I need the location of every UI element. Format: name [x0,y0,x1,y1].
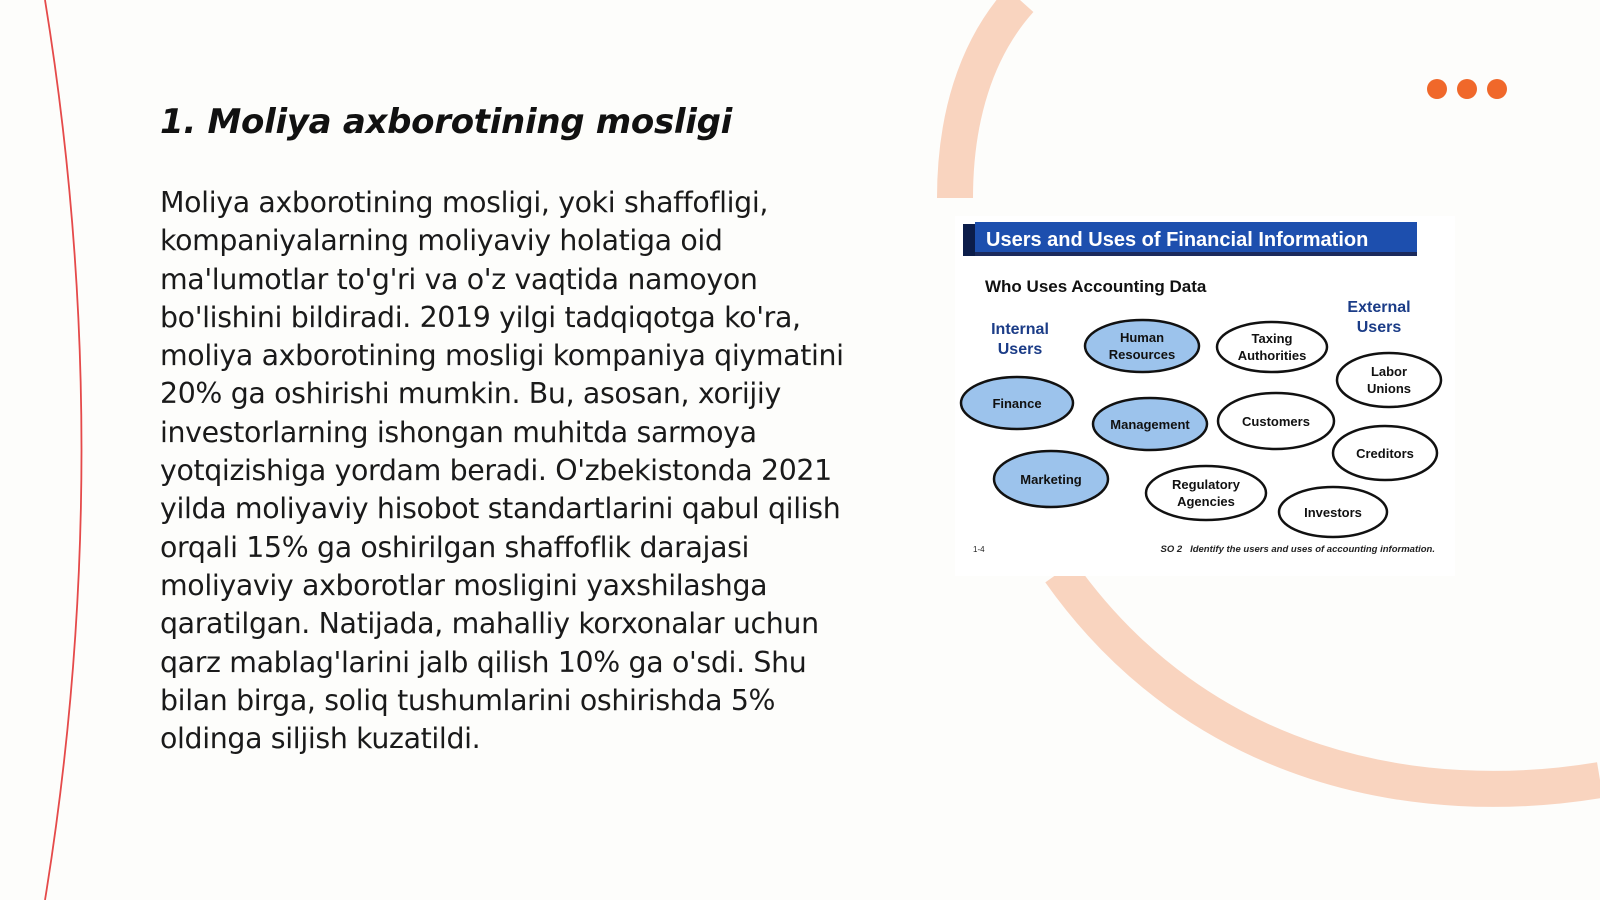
node-marketing [994,451,1108,507]
external-users-label-1: External [1347,299,1411,316]
node-labor-unions-line2: Unions [1366,381,1412,396]
node-regulatory-agencies-line1: Regulatory [1172,477,1240,492]
node-management-label: Management [1110,417,1190,432]
node-customers [1218,393,1334,449]
figure-page-number: 1-4 [973,545,985,554]
node-creditors [1333,426,1437,480]
node-marketing-label: Marketing [1020,472,1082,487]
node-creditors-label: Creditors [1356,446,1414,461]
node-regulatory-agencies [1146,466,1266,520]
orange-arc-top [955,0,1020,198]
node-investors [1279,487,1387,537]
node-labor-unions-line1: Labor [1370,364,1408,379]
internal-users-label-2: Users [997,341,1043,358]
node-taxing-authorities-line1: Taxing [1251,331,1293,346]
node-taxing-authorities [1217,322,1327,372]
dot-3 [1487,79,1507,99]
users-of-financial-info-figure [955,216,1455,576]
figure-heading: Who Uses Accounting Data [985,277,1207,296]
internal-users-label-1: Internal [991,321,1049,338]
node-investors-label: Investors [1304,505,1362,520]
node-finance [961,377,1073,429]
slide-body-text: Moliya axborotining mosligi, yoki shaffofligi, kompaniyalarning moliyaviy holatiga oid ma'lumotlar to'g'ri va o'z vaqtida namoyon bo'lishini bildiradi. 2019 yilgi tadqiqotga ko'ra, moliya axborotining mosligi kompaniya qiymatini 20% ga oshirishi mumkin. Bu, asosan, xorijiy investorlarning ishongan muhitda sarmoya yotqizishiga yordam beradi. O'zbekistonda 2021 yilda moliyaviy hisobot standartlarini qabul qilish orqali 15% ga oshirilgan shaffoflik darajasi moliyaviy axborotlar mosligini yaxshilashga qaratilgan. Natijada, mahalliy korxonalar uchun qarz mablag'larini jalb qilish 10% ga o'sdi. Shu bilan birga, soliq tushumlarini oshirishda 5% oldinga siljish kuzatildi. [160,186,844,756]
node-human-resources-line1: Human [1119,330,1165,345]
left-curve-line [45,0,82,900]
node-human-resources [1085,320,1199,372]
node-management [1093,398,1207,450]
node-finance-label: Finance [992,396,1042,411]
slide-title: 1. Moliya axborotining mosligi [160,102,733,142]
node-regulatory-agencies-line2: Agencies [1177,494,1235,509]
node-human-resources-line2: Resources [1108,347,1176,362]
node-taxing-authorities-line2: Authorities [1237,348,1307,363]
node-customers-label: Customers [1242,414,1310,429]
dot-2 [1457,79,1477,99]
orange-arc-bottom [1060,572,1600,789]
menu-dots [1427,79,1507,99]
dot-1 [1427,79,1447,99]
figure-footer-note: SO 2 Identify the users and uses of accounting information. [1160,544,1435,555]
banner-title: Users and Uses of Financial Information [986,229,1369,251]
external-users-label-2: Users [1356,319,1402,336]
node-labor-unions [1337,353,1441,407]
